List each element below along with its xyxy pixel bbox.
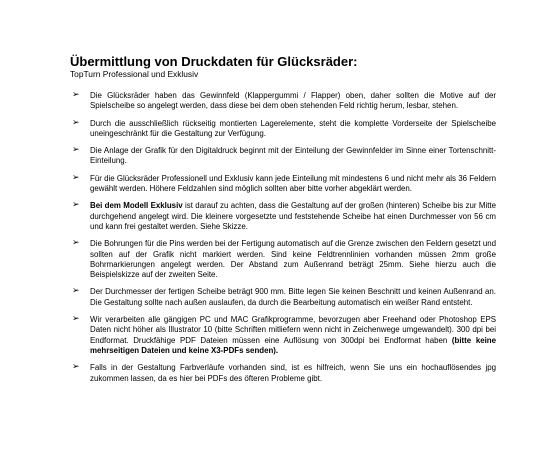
item-text: Die Bohrungen für die Pins werden bei der Fertigung automatisch auf die Grenze zwischen den Feldern gesetzt und sollten auf der Grafik nicht markiert werden. Sind keine Feldtrennlinien vorhanden müssen 2mm große Bohrmarkierungen angelegt werden. Der Abstand zum Außenrand beträgt 25mm. Siehe hierzu auch die Beispielskizze auf der zweiten Seite.: [90, 239, 496, 280]
item-text: Die Anlage der Grafik für den Digitaldruck beginnt mit der Einteilung der Gewinnfelder im Sinne einer Tortenschnitt-Einteilung.: [90, 146, 496, 166]
list-item: [70, 146, 496, 167]
arrow-bullet-icon: ➢: [72, 286, 80, 297]
item-text: Für die Glücksräder Professionell und Exklusiv kann jede Einteilung mit mindestens 6 und nicht mehr als 36 Feldern gewählt werden. Höhere Feldzahlen sind möglich sollten aber bitte vorher abgeklärt werden.: [90, 173, 496, 194]
item-bold-text: (bitte keine mehrseitigen Dateien und keine X3-PDFs senden).: [90, 335, 496, 355]
document-title: Übermittlung von Druckdaten für Glücksräder:: [70, 54, 358, 69]
arrow-bullet-icon: ➢: [72, 172, 80, 183]
list-item: [70, 119, 496, 140]
arrow-bullet-icon: ➢: [72, 90, 80, 100]
item-bold-text: Bei dem Modell Exklusiv: [90, 201, 183, 211]
arrow-bullet-icon: ➢: [72, 200, 80, 211]
item-text: Falls in der Gestaltung Farbverläufe vorhanden sind, ist es hilfreich, wenn Sie uns ein hochauflösendes jpg zukommen lassen, da es hier bei PDFs des öfteren Probleme gibt.: [90, 363, 496, 383]
list-item: [70, 239, 496, 280]
list-item: [70, 174, 496, 195]
arrow-bullet-icon: ➢: [72, 362, 80, 373]
item-text: Die Glücksräder haben das Gewinnfeld (Klappergummi / Flapper) oben, daher sollten die Motive auf der Spielscheibe so angelegt werden, dass diese bei dem oben stehenden Feld richtig herum, lesbar, stehen.: [90, 91, 496, 111]
arrow-bullet-icon: ➢: [72, 314, 80, 325]
instruction-list: [70, 91, 496, 384]
document-subtitle: TopTurn Professional und Exklusiv: [70, 69, 199, 79]
item-text: Wir verarbeiten alle gängigen PC und MAC Grafikprogramme, bevorzugen aber Freehand oder Photoshop EPS Daten nicht höher als Illustrator 10 (bitte Schriften mitliefern wenn nicht in Zeichenwege umgewandelt). 300 dpi bei Endformat. Druckfähige PDF Dateien müssen eine Auflösung von 300dpi bei Endformat haben: [90, 315, 496, 345]
arrow-bullet-icon: ➢: [72, 117, 80, 128]
list-item: [70, 363, 496, 384]
list-item: [70, 287, 496, 308]
arrow-bullet-icon: ➢: [72, 145, 80, 156]
list-item: [70, 315, 496, 356]
arrow-bullet-icon: ➢: [72, 238, 80, 249]
document-page: [70, 54, 496, 391]
item-text: Durch die ausschließlich rückseitig montierten Lagerelemente, steht die komplette Vorderseite der Spielscheibe uneingeschränkt für die Gestaltung zur Verfügung.: [90, 118, 496, 138]
item-text: ist darauf zu achten, dass die Gestaltung auf der großen (hinteren) Scheibe bis zur Mitte durchgehend angelegt wird. Die kleinere vorgesetzte und feststehende Scheibe hat einen Durchmesser von 56 cm und kann frei gestaltet werden. Siehe Skizze.: [90, 201, 496, 231]
list-item: [70, 201, 496, 232]
item-text: Der Durchmesser der fertigen Scheibe beträgt 900 mm. Bitte legen Sie keinen Beschnitt und keinen Außenrand an. Die Gestaltung sollte nach außen auslaufen, da durch die Bearbeitung automatisch ein weißer Rand entsteht.: [90, 287, 496, 307]
list-item: [70, 91, 496, 112]
